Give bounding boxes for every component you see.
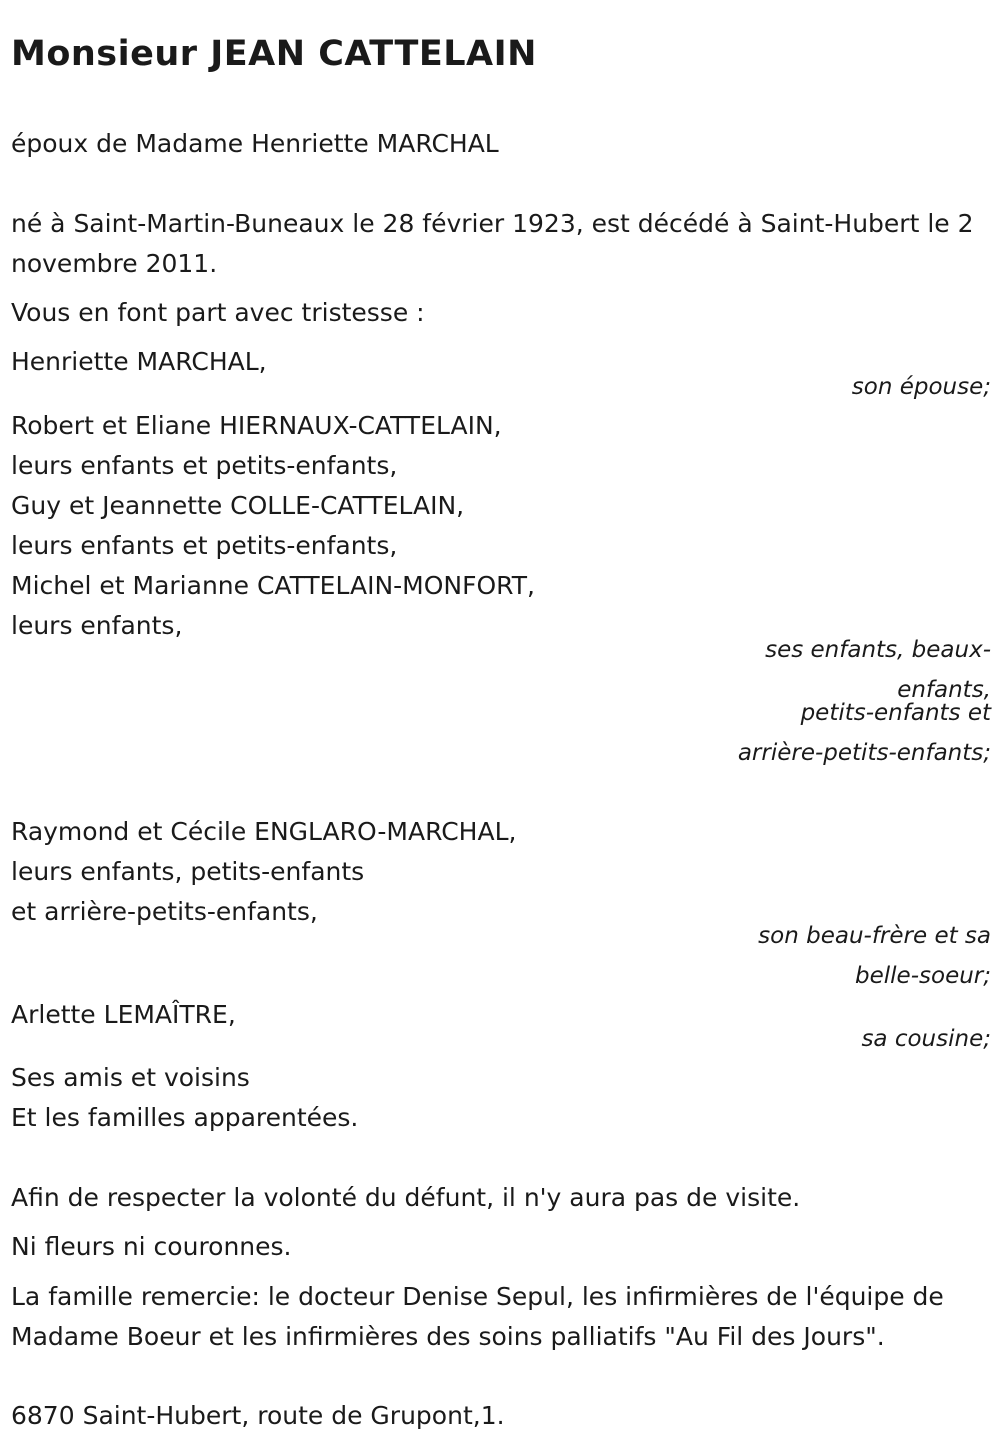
spouse-line: époux de Madame Henriette MARCHAL (11, 129, 499, 158)
visit-notice: Afin de respecter la volonté du défunt, il n'y aura pas de visite. (11, 1183, 801, 1212)
thanks-paragraph: La famille remercie: le docteur Denise Sepul, les infirmières de l'équipe de Madame Boeur et les infirmières des soins palliatifs "Au Fil des Jours". (11, 1282, 944, 1351)
relationship-label: petits-enfants et arrière-petits-enfants; (737, 700, 991, 766)
family-member-line: leurs enfants et petits-enfants, (11, 531, 398, 560)
family-member-line: leurs enfants, petits-enfants (11, 857, 365, 886)
family-member-line: et arrière-petits-enfants, (11, 897, 318, 926)
family-member-line: Ses amis et voisins (11, 1063, 250, 1092)
relationship-label: son beau-frère et sa belle-soeur; (758, 923, 991, 989)
family-member-line: Michel et Marianne CATTELAIN-MONFORT, (11, 571, 535, 600)
obituary-notice (11, 0, 991, 1451)
announcement-line: Vous en font part avec tristesse : (11, 298, 425, 327)
family-member-line: Guy et Jeannette COLLE-CATTELAIN, (11, 491, 465, 520)
family-member-line: leurs enfants et petits-enfants, (11, 451, 398, 480)
relationship-label: son épouse; (851, 374, 991, 400)
birth-death-paragraph: né à Saint-Martin-Buneaux le 28 février 1923, est décédé à Saint-Hubert le 2 novembre 2011. (11, 209, 974, 278)
relationship-label: sa cousine; (861, 1026, 991, 1052)
family-member-line: Et les familles apparentées. (11, 1103, 359, 1132)
family-member-line: Robert et Eliane HIERNAUX-CATTELAIN, (11, 411, 502, 440)
flowers-notice: Ni fleurs ni couronnes. (11, 1232, 292, 1261)
deceased-name-title: Monsieur JEAN CATTELAIN (11, 34, 537, 74)
family-member-line: leurs enfants, (11, 611, 183, 640)
address-line: 6870 Saint-Hubert, route de Grupont,1. (11, 1401, 505, 1430)
family-member-line: Arlette LEMAÎTRE, (11, 1000, 236, 1029)
family-member-line: Henriette MARCHAL, (11, 347, 267, 376)
relationship-label: ses enfants, beaux-enfants, (765, 637, 991, 703)
family-member-line: Raymond et Cécile ENGLARO-MARCHAL, (11, 817, 517, 846)
